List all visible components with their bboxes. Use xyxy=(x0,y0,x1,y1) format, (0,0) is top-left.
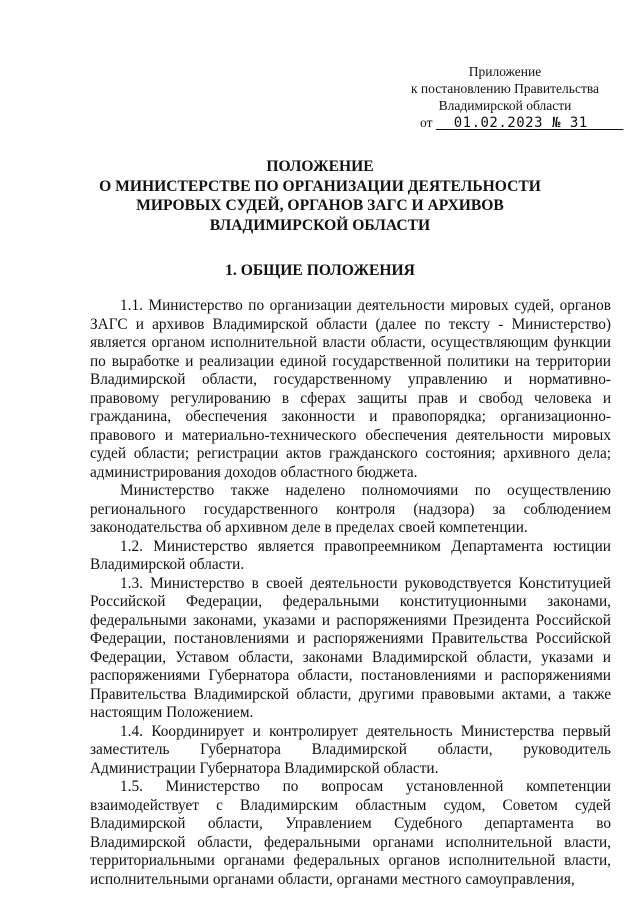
document-title xyxy=(60,157,580,235)
paragraph-1-3: 1.3. Министерство в своей деятельности руководствуется Конституцией Российской Федерации, федеральными конституционными законами, федеральными законами, указами и распоряжениями Президента Российской Федерации, постановлениями и распоряжениями Правительства Российской Федерации, Уставом области, законами Владимирской области, указами и распоряжениями Губернатора области, постановлениями и распоряжениями Правительства Владимирской области, другими правовыми актами, а также настоящим Положением. xyxy=(90,574,611,721)
paragraph-1-2: 1.2. Министерство является правопреемником Департамента юстиции Владимирской области. xyxy=(90,537,611,573)
resolution-date-value: 01.02.2023 xyxy=(453,115,544,131)
paragraph-1-1-continued: Министерство также наделено полномочиями по осуществлению регионального государственного контроля (надзора) за соблюдением законодательства об архивном деле в пределах своей компетенции. xyxy=(90,482,611,536)
paragraph-1-1: 1.1. Министерство по организации деятельности мировых судей, органов ЗАГС и архивов Владимирской области (далее по тексту - Министерство) является органом исполнительной власти области, осуществляющим функции по выработке и реализации единой государственной политики на территории Владимирской области, государственному управлению и нормативно-правовому регулированию в сферах защиты прав и свобод человека и гражданина, обеспечения законности и правопорядка; организационно-правового и материально-технического обеспечения деятельности мировых судей области; регистрации актов гражданского состояния; архивного дела; администрирования доходов областного бюджета. xyxy=(90,297,611,481)
appendix-block xyxy=(400,63,610,132)
appendix-dateline xyxy=(400,114,610,132)
appendix-resolution-ref: к постановлению Правительства xyxy=(410,81,600,96)
document-body xyxy=(90,297,611,889)
paragraph-1-5: 1.5. Министерство по вопросам установленной компетенции взаимодействует с Владимирским областным судом, Советом судей Владимирской области, Управлением Судебного департамента во Владимирской области, федеральными органами исполнительной власти, территориальными органами федеральных органов исполнительной власти, исполнительными органами области, органами местного самоуправления, xyxy=(90,778,611,888)
section-heading: 1. ОБЩИЕ ПОЛОЖЕНИЯ xyxy=(225,262,415,279)
paragraph-1-4: 1.4. Координирует и контролирует деятельность Министерства первый заместитель Губернатора Владимирской области, руководитель Администрации Губернатора Владимирской области. xyxy=(90,722,611,777)
resolution-date xyxy=(436,115,552,131)
title-line-1: ПОЛОЖЕНИЕ xyxy=(266,158,374,175)
title-line-2: О МИНИСТЕРСТВЕ ПО ОРГАНИЗАЦИИ ДЕЯТЕЛЬНОСТИ xyxy=(99,177,541,195)
resolution-number xyxy=(561,115,624,131)
appendix-label: Приложение xyxy=(468,64,542,79)
title-line-4: ВЛАДИМИРСКОЙ ОБЛАСТИ xyxy=(209,216,431,234)
number-sign: № xyxy=(551,115,561,131)
date-prefix: от xyxy=(420,115,433,130)
appendix-region: Владимирской области xyxy=(438,98,572,113)
resolution-number-value: 31 xyxy=(569,115,588,131)
title-line-3: МИРОВЫХ СУДЕЙ, ОРГАНОВ ЗАГС И АРХИВОВ xyxy=(136,197,504,214)
